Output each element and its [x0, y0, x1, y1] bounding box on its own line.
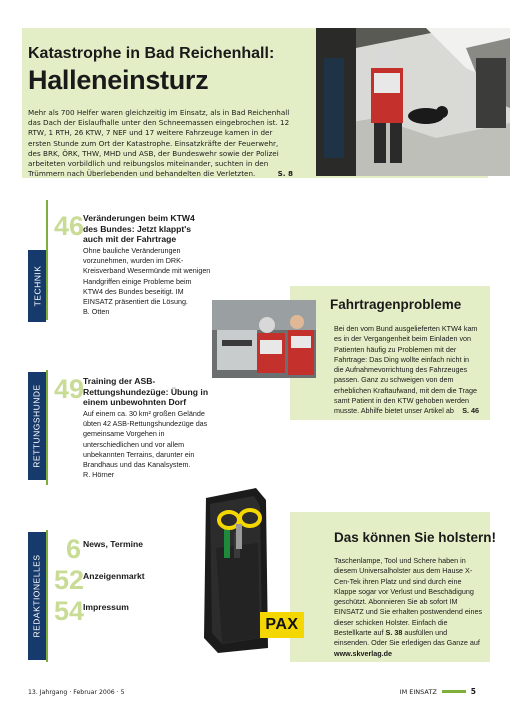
section-tab-rettungshunde-label: RETTUNGSHUNDE — [32, 384, 43, 468]
fahrtrage-page-ref[interactable]: S. 46 — [462, 406, 479, 416]
rettungshunde-page-number[interactable]: 49 — [54, 374, 85, 404]
pax-logo-text: PAX — [265, 616, 299, 633]
pax-logo — [260, 612, 304, 638]
technik-body — [83, 246, 211, 317]
redaktionelles-divider — [46, 530, 48, 662]
redaktionelles-number-2[interactable]: 52 — [54, 565, 85, 595]
footer-issue-info: 13. Jahrgang · Februar 2006 · 5 — [28, 689, 125, 696]
footer-page-number: 5 — [470, 687, 476, 696]
technik-author: B. Otten — [83, 307, 110, 317]
holster-body-text-2: ausfüllen und einsenden. Oder Sie erledigen das Ganze auf — [334, 628, 480, 648]
footer-right — [400, 687, 476, 696]
holster-url-link[interactable]: www.skverlag.de — [334, 648, 393, 658]
redaktionelles-label-3[interactable]: Impressum — [83, 602, 129, 612]
rettungshunde-title[interactable]: Training der ASB-Rettungshundezüge: Übung in einem unbewohnten Dorf — [83, 376, 209, 408]
fahrtrage-body — [334, 324, 479, 417]
fahrtrage-photo — [212, 300, 316, 378]
hero-page-ref[interactable]: S. 8 — [277, 169, 293, 179]
footer-accent-bar — [442, 690, 466, 693]
holster-body — [334, 556, 484, 659]
rettungshunde-body — [83, 409, 211, 480]
section-tab-technik-label: TECHNIK — [32, 265, 42, 307]
redaktionelles-label-1[interactable]: News, Termine — [83, 539, 144, 549]
section-tab-rettungshunde — [28, 372, 46, 480]
redaktionelles-label-2[interactable]: Anzeigenmarkt — [83, 571, 145, 581]
hero-headline: Halleneinsturz — [28, 65, 209, 95]
technik-title[interactable]: Veränderungen beim KTW4 des Bundes: Jetzt klappt's auch mit der Fahrtrage — [83, 213, 195, 245]
redaktionelles-number-3[interactable]: 54 — [54, 596, 85, 626]
holster-page-ref[interactable]: S. 38 — [385, 628, 403, 638]
holster-body-text: Taschenlampe, Tool und Schere haben in diesem Universalholster aus dem Hause X-Cen-Tek ihren Platz und sind durch eine Klappe sogar vor Verlust und Beschädigung geschützt. Abonnieren Sie ab sofort IM EINSATZ und Sie erhalten postwendend eines dieser schicken Holster. Einfach die Bestellkarte auf — [334, 556, 483, 638]
rettungshunde-body-text: Auf einem ca. 30 km² großen Gelände übten 42 ASB-Rettungshundezüge das gemeinsame Vorgehen in unterschiedlichen und vor allem unbekannten Terrains, darunter ein Brandhaus und das Kanalsystem. — [83, 409, 208, 470]
technik-body-text: Ohne bauliche Veränderungen vorzunehmen, wurden im DRK-Kreisverband Wesermünde mit wenigen Handgriffen einige Probleme beim KTW4 des Bundes beseitigt. IM EINSATZ präsentiert die Lösung. — [83, 246, 211, 307]
technik-divider — [46, 200, 48, 320]
section-tab-redaktionelles — [28, 532, 46, 660]
rettungshunde-divider — [46, 370, 48, 485]
section-tab-redaktionelles-label: REDAKTIONELLES — [32, 554, 42, 638]
holster-title: Das können Sie holstern! — [334, 530, 497, 545]
hero-kicker: Katastrophe in Bad Reichenhall: — [28, 45, 275, 62]
technik-page-number[interactable]: 46 — [54, 211, 85, 241]
redaktionelles-number-1[interactable]: 6 — [66, 534, 82, 564]
rettungshunde-author: R. Hörner — [83, 470, 115, 480]
section-tab-technik — [28, 250, 46, 322]
fahrtrage-title: Fahrtragenprobleme — [330, 297, 462, 312]
hero-body — [28, 108, 293, 179]
fahrtrage-body-text: Bei den vom Bund ausgelieferten KTW4 kam es in der Vergangenheit beim Einladen von Patienten häufig zu Problemen mit der Fahrtrage: Das Ding wollte einfach nicht in die Aufnahmevorrichtung des Fahrzeuges passen. Ganz zu schweigen von dem erheblichen Kraftaufwand, mit dem die Trage samt Patient in den KTW gehoben werden musste. Abhilfe bietet unser Artikel ab — [334, 324, 478, 416]
hero-photo-rescue-dog — [316, 28, 510, 176]
hero-body-text: Mehr als 700 Helfer waren gleichzeitig im Einsatz, als in Bad Reichenhall das Dach der Eislaufhalle unter den Schneemassen eingebrochen ist. 12 RTW, 1 RTH, 26 KTW, 7 NEF und 17 weitere Fahrzeuge kamen in der ersten Stunde zum Ort der Katastrophe. Einsatzkräfte der Feuerwehr, des BRK, ÖRK, THW, MHD und ASB, der Bundeswehr sowie der Polizei arbeiteten vorbildlich und reibungslos miteinander, suchten in den Trümmern nach Überlebenden und behandelten die Verletzten. — [28, 108, 290, 179]
footer-magazine-name: IM EINSATZ — [399, 687, 437, 696]
